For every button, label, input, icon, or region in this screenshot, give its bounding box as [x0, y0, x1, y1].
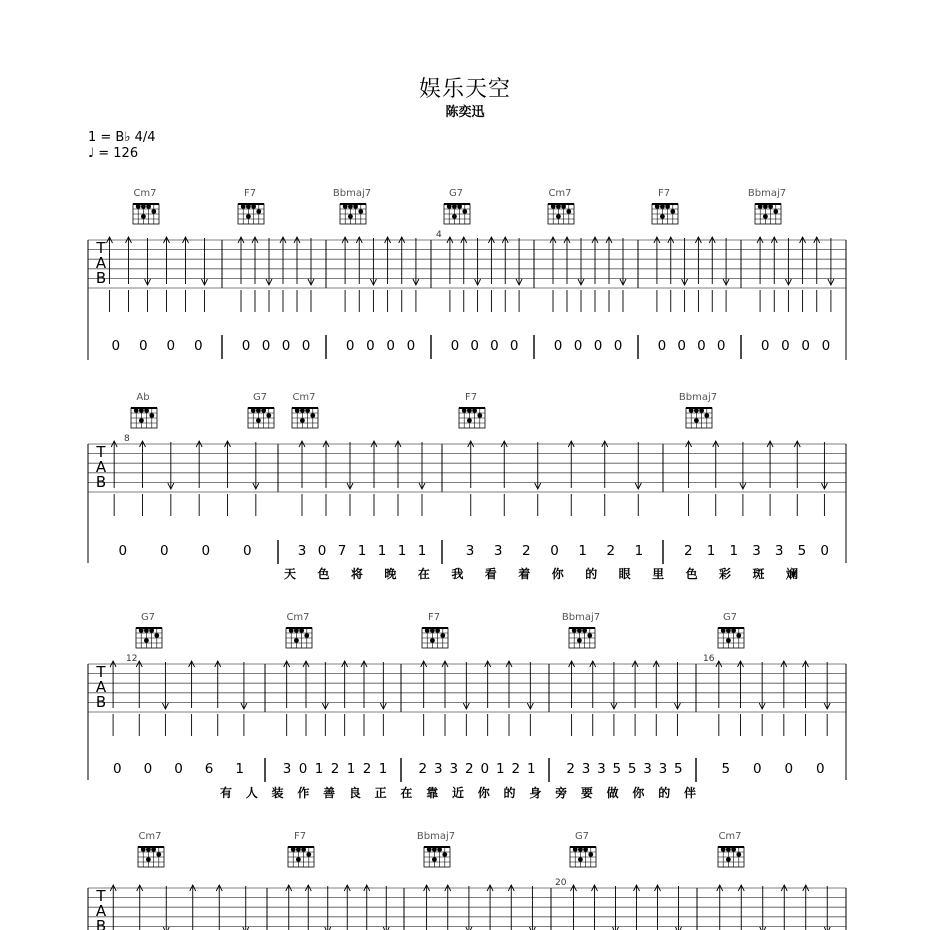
chord-dot [726, 847, 731, 852]
numbered-note: 0 [281, 338, 291, 354]
chord-dot [462, 408, 467, 413]
lyric-char: 我 [451, 567, 464, 581]
chord-dot [432, 847, 437, 852]
chord-name: G7 [252, 392, 268, 403]
numbered-note: 0 [593, 338, 603, 354]
chord-dot [435, 628, 440, 633]
numbered-note: 7 [337, 543, 347, 559]
lyric-char: 近 [451, 786, 465, 800]
numbered-note: 3 [465, 543, 475, 559]
numbered-note: 0 [450, 338, 460, 354]
numbered-note: 3 [752, 543, 761, 559]
chord-dot [266, 413, 271, 418]
lyric-char: 斓 [785, 567, 799, 581]
numbered-note: 2 [330, 761, 340, 777]
chord-dot [304, 633, 309, 638]
chord-dot [763, 204, 768, 209]
chord-dot [582, 628, 587, 633]
chord-dot [310, 413, 315, 418]
numbered-note: 0 [815, 761, 825, 777]
chord-dot [358, 209, 363, 214]
lyric-char: 人 [245, 786, 258, 800]
numbered-note: 0 [573, 338, 583, 354]
chord-dot [430, 638, 435, 643]
lyric-char: 在 [417, 567, 430, 581]
numbered-note: 3 [581, 761, 591, 777]
numbered-note: 0 [111, 338, 121, 354]
lyric-char: 在 [400, 786, 413, 800]
lyric-char: 将 [350, 567, 363, 581]
numbered-note: 0 [298, 761, 308, 777]
composer-name: 陈奕迅 [445, 105, 485, 120]
lyric-char: 色 [317, 567, 330, 581]
tab-clef-letter: B [95, 473, 107, 491]
numbered-note: 0 [143, 761, 153, 777]
chord-name: Bbmaj7 [416, 831, 456, 842]
chord-dot [670, 209, 675, 214]
chord-name: Cm7 [286, 612, 310, 623]
numbered-note: 5 [674, 761, 683, 777]
numbered-note: 0 [677, 338, 686, 354]
lyric-char: 靠 [426, 786, 439, 800]
numbered-note: 0 [821, 338, 831, 354]
chord-name: Cm7 [138, 831, 162, 842]
chord-dot [256, 408, 261, 413]
chord-dot [251, 204, 256, 209]
numbered-note: 0 [118, 543, 128, 559]
chord-dot [561, 204, 566, 209]
numbered-note: 5 [612, 761, 622, 777]
tab-clef-letter: B [95, 693, 107, 711]
chord-dot [261, 408, 266, 413]
lyric-char: 伴 [683, 786, 697, 800]
chord-dot [144, 638, 149, 643]
chord-dot [758, 204, 763, 209]
lyric-char: 你 [632, 786, 645, 800]
lyric-char: 看 [484, 567, 497, 581]
lyric-char: 斑 [752, 567, 765, 581]
numbered-note: 0 [613, 338, 623, 354]
chord-dot [578, 847, 583, 852]
chord-dot [655, 204, 660, 209]
numbered-note: 1 [346, 761, 356, 777]
chord-dot [146, 847, 151, 852]
numbered-note: 3 [297, 543, 307, 559]
numbered-note: 1 [706, 543, 716, 559]
chord-dot [721, 628, 726, 633]
numbered-note: 2 [606, 543, 616, 559]
tab-clef-letter: A [95, 458, 107, 476]
chord-dot [588, 852, 593, 857]
key-signature: 1 = B♭ 4/4 [88, 130, 156, 145]
numbered-note: 0 [509, 338, 519, 354]
chord-dot [251, 408, 256, 413]
numbered-note: 0 [657, 338, 667, 354]
chord-dot [343, 204, 348, 209]
chord-dot [139, 418, 144, 423]
chord-name: Cm7 [133, 188, 157, 199]
chord-dot [141, 847, 146, 852]
chord-dot [306, 852, 311, 857]
chord-name: Cm7 [718, 831, 742, 842]
chord-dot [556, 214, 561, 219]
chord-name: Cm7 [292, 392, 316, 403]
numbered-note: 0 [242, 543, 252, 559]
chord-dot [134, 408, 139, 413]
chord-dot [139, 628, 144, 633]
numbered-note: 2 [464, 761, 474, 777]
numbered-note: 0 [261, 338, 271, 354]
numbered-note: 2 [362, 761, 372, 777]
numbered-note: 0 [174, 761, 183, 777]
chord-dot [694, 408, 699, 413]
chord-dot [736, 633, 741, 638]
numbered-note: 1 [729, 543, 739, 559]
numbered-note: 2 [418, 761, 428, 777]
lyric-char: 善 [323, 786, 336, 800]
chord-dot [299, 628, 304, 633]
numbered-note: 1 [314, 761, 324, 777]
chord-dot [144, 628, 149, 633]
chord-dot [472, 408, 477, 413]
chord-dot [442, 852, 447, 857]
chord-dot [241, 204, 246, 209]
numbered-note: 1 [397, 543, 407, 559]
numbered-note: 0 [317, 543, 327, 559]
chord-dot [768, 204, 773, 209]
lyric-char: 晚 [384, 567, 397, 581]
chord-dot [721, 847, 726, 852]
measure-number: 8 [124, 434, 130, 444]
tab-clef-letter: B [95, 917, 107, 930]
measure-number: 20 [555, 878, 567, 888]
chord-dot [731, 847, 736, 852]
measure-number: 16 [703, 654, 715, 664]
chord-dot [573, 847, 578, 852]
lyric-char: 要 [580, 786, 593, 800]
chord-dot [689, 408, 694, 413]
chord-name: Bbmaj7 [561, 612, 601, 623]
chord-name: G7 [448, 188, 464, 199]
chord-dot [291, 847, 296, 852]
chord-dot [256, 209, 261, 214]
chord-dot [353, 204, 358, 209]
numbered-note: 1 [526, 761, 536, 777]
chord-dot [295, 408, 300, 413]
chord-dot [660, 204, 665, 209]
tab-clef-letter: T [96, 443, 106, 461]
numbered-note: 2 [684, 543, 693, 559]
numbered-note: 5 [797, 543, 807, 559]
chord-dot [146, 204, 151, 209]
chord-dot [289, 628, 294, 633]
chord-dot [296, 857, 301, 862]
chord-dot [462, 209, 467, 214]
numbered-note: 0 [386, 338, 395, 354]
chord-name: Bbmaj7 [747, 188, 787, 199]
chord-dot [726, 628, 731, 633]
lyric-char: 着 [518, 567, 531, 581]
chord-dot [726, 857, 731, 862]
chord-dot [726, 638, 731, 643]
chord-dot [430, 628, 435, 633]
lyric-char: 天 [283, 567, 297, 581]
chord-dot [437, 847, 442, 852]
chord-dot [246, 204, 251, 209]
numbered-note: 3 [493, 543, 503, 559]
numbered-note: 1 [634, 543, 644, 559]
chord-dot [447, 204, 452, 209]
chord-dot [151, 209, 156, 214]
lyric-char: 你 [477, 786, 490, 800]
numbered-note: 0 [159, 543, 169, 559]
chord-dot [452, 214, 457, 219]
numbered-note: 0 [301, 338, 311, 354]
lyric-char: 有 [219, 786, 233, 800]
chord-name: F7 [243, 188, 257, 199]
numbered-note: 5 [721, 761, 731, 777]
measure-number: 12 [126, 654, 138, 664]
numbered-note: 0 [480, 761, 490, 777]
chord-dot [578, 857, 583, 862]
numbered-note: 0 [241, 338, 251, 354]
chord-dot [294, 638, 299, 643]
song-title: 娱乐天空 [418, 77, 511, 102]
chord-dot [763, 214, 768, 219]
chord-dot [425, 628, 430, 633]
numbered-note: 0 [406, 338, 416, 354]
tab-clef-letter: T [96, 887, 106, 905]
numbered-note: 3 [282, 761, 292, 777]
lyric-char: 眼 [618, 567, 631, 581]
chord-dot [256, 418, 261, 423]
chord-dot [440, 633, 445, 638]
chord-name: Cm7 [548, 188, 572, 199]
chord-name: Bbmaj7 [678, 392, 718, 403]
numbered-note: 1 [378, 761, 388, 777]
lyric-char: 作 [297, 786, 310, 800]
numbered-note: 3 [774, 543, 784, 559]
chord-name: F7 [427, 612, 441, 623]
lyric-char: 彩 [719, 567, 732, 581]
numbered-note: 0 [138, 338, 148, 354]
chord-dot [427, 847, 432, 852]
chord-dot [141, 214, 146, 219]
tab-clef-letter: T [96, 663, 106, 681]
chord-dot [141, 204, 146, 209]
numbered-note: 6 [204, 761, 214, 777]
numbered-note: 0 [784, 761, 794, 777]
numbered-note: 2 [522, 543, 531, 559]
chord-dot [457, 204, 462, 209]
chord-name: F7 [657, 188, 671, 199]
tab-clef-letter: B [95, 269, 107, 287]
numbered-note: 0 [193, 338, 203, 354]
lyric-char: 做 [606, 786, 619, 800]
numbered-note: 0 [166, 338, 176, 354]
chord-dot [348, 204, 353, 209]
numbered-note: 1 [578, 543, 587, 559]
measure-number: 4 [436, 230, 442, 240]
chord-dot [467, 418, 472, 423]
chord-dot [736, 852, 741, 857]
numbered-note: 0 [553, 338, 563, 354]
numbered-note: 0 [550, 543, 559, 559]
chord-dot [556, 204, 561, 209]
lyric-char: 的 [658, 786, 671, 800]
numbered-note: 0 [781, 338, 790, 354]
lyric-char: 正 [374, 786, 387, 800]
numbered-note: 3 [449, 761, 459, 777]
chord-dot [587, 633, 592, 638]
chord-dot [577, 638, 582, 643]
numbered-note: 1 [377, 543, 387, 559]
chord-dot [660, 214, 665, 219]
numbered-note: 0 [697, 338, 706, 354]
chord-dot [149, 628, 154, 633]
numbered-note: 0 [366, 338, 375, 354]
lyric-char: 身 [529, 786, 542, 800]
chord-dot [144, 408, 149, 413]
tab-clef-letter: T [96, 239, 106, 257]
chord-dot [699, 408, 704, 413]
numbered-note: 3 [597, 761, 606, 777]
numbered-note: 1 [417, 543, 427, 559]
tab-clef-letter: A [95, 254, 107, 272]
chord-dot [467, 408, 472, 413]
chord-dot [452, 204, 457, 209]
chord-dot [665, 204, 670, 209]
numbered-note: 0 [345, 338, 355, 354]
chord-dot [704, 413, 709, 418]
numbered-note: 3 [643, 761, 652, 777]
lyric-char: 你 [551, 567, 564, 581]
lyric-char: 的 [585, 567, 598, 581]
chord-dot [149, 413, 154, 418]
chord-dot [136, 204, 141, 209]
numbered-note: 3 [658, 761, 668, 777]
numbered-note: 0 [760, 338, 770, 354]
numbered-note: 0 [820, 543, 829, 559]
numbered-note: 0 [490, 338, 499, 354]
chord-dot [301, 847, 306, 852]
chord-name: G7 [574, 831, 590, 842]
lyric-char: 的 [503, 786, 516, 800]
chord-dot [348, 214, 353, 219]
chord-dot [566, 209, 571, 214]
tempo-marking: ♩ = 126 [88, 146, 139, 161]
chord-dot [139, 408, 144, 413]
lyric-char: 里 [652, 567, 665, 581]
lyric-char: 色 [685, 567, 698, 581]
numbered-note: 0 [470, 338, 479, 354]
lyric-char: 良 [348, 786, 361, 800]
lyric-char: 装 [271, 786, 284, 800]
chord-dot [731, 628, 736, 633]
chord-name: G7 [140, 612, 156, 623]
chord-dot [154, 633, 159, 638]
chord-dot [305, 408, 310, 413]
tab-clef-letter: A [95, 902, 107, 920]
chord-name: Ab [136, 392, 150, 403]
chord-dot [583, 847, 588, 852]
chord-name: Bbmaj7 [332, 188, 372, 199]
chord-dot [156, 852, 161, 857]
numbered-note: 0 [716, 338, 726, 354]
chord-dot [294, 628, 299, 633]
chord-dot [477, 413, 482, 418]
chord-dot [300, 418, 305, 423]
numbered-note: 2 [511, 761, 521, 777]
lyric-char: 旁 [555, 786, 568, 800]
chord-name: G7 [722, 612, 738, 623]
tab-clef-letter: A [95, 678, 107, 696]
chord-dot [773, 209, 778, 214]
chord-name: F7 [293, 831, 307, 842]
numbered-note: 0 [113, 761, 122, 777]
chord-dot [551, 204, 556, 209]
numbered-note: 2 [566, 761, 575, 777]
numbered-note: 0 [752, 761, 762, 777]
numbered-note: 3 [433, 761, 443, 777]
chord-dot [151, 847, 156, 852]
chord-dot [577, 628, 582, 633]
chord-dot [572, 628, 577, 633]
numbered-note: 1 [235, 761, 244, 777]
numbered-note: 0 [201, 543, 211, 559]
numbered-note: 0 [801, 338, 810, 354]
numbered-note: 5 [627, 761, 637, 777]
numbered-note: 1 [357, 543, 367, 559]
chord-dot [300, 408, 305, 413]
chord-dot [296, 847, 301, 852]
chord-name: F7 [464, 392, 478, 403]
chord-dot [146, 857, 151, 862]
numbered-note: 1 [495, 761, 505, 777]
chord-dot [246, 214, 251, 219]
chord-dot [694, 418, 699, 423]
chord-dot [432, 857, 437, 862]
